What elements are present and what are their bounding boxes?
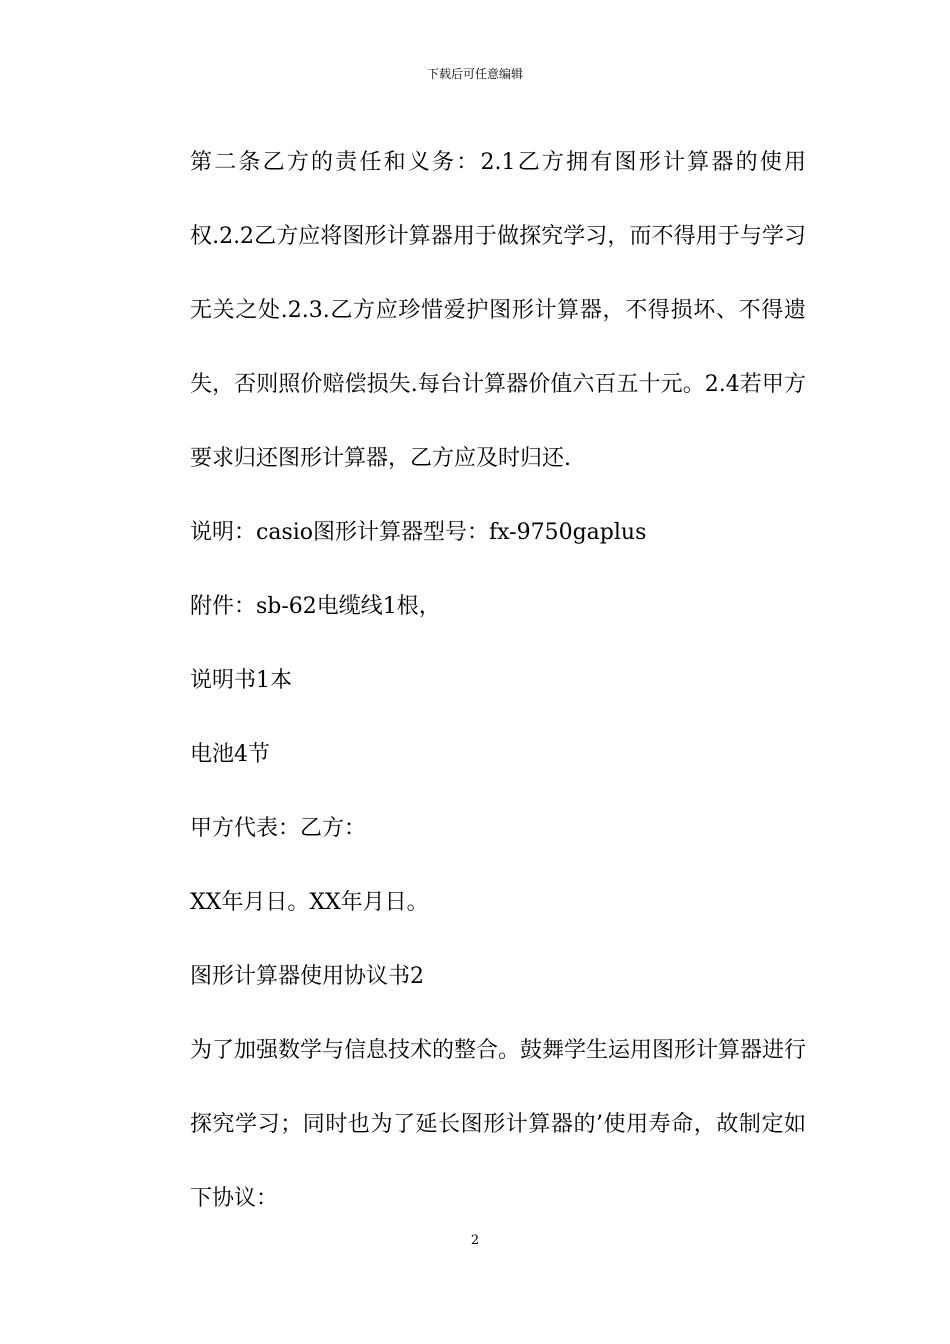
model-note: 说明：casio图形计算器型号：fx-9750gaplus [190,520,647,545]
page-number: 2 [470,1233,480,1248]
agreement-title: 图形计算器使用协议书2 [190,964,424,989]
accessory-battery: 电池4节 [190,742,270,767]
intro-paragraph: 为了加强数学与信息技术的整合。鼓舞学生运用图形计算器进行探究学习；同时也为了延长图形计算器的’使用寿命，故制定如下协议： [190,1038,807,1211]
signature-line: 甲方代表：乙方： [190,816,367,841]
accessory-manual: 说明书1本 [190,668,292,693]
document-body [146,126,806,1236]
accessory-cable: 附件：sb-62电缆线1根， [190,594,441,619]
date-line: XX年月日。XX年月日。 [190,890,429,915]
article-2-paragraph: 第二条乙方的责任和义务：2.1乙方拥有图形计算器的使用权.2.2乙方应将图形计算器用于做探究学习，而不得用于与学习无关之处.2.3.乙方应珍惜爱护图形计算器，不得损坏、不得遗失，否则照价赔偿损失.每台计算器价值六百五十元。2.4若甲方要求归还图形计算器，乙方应及时归还. [190,150,806,471]
page-header: 下载后可任意编辑 [426,67,523,81]
